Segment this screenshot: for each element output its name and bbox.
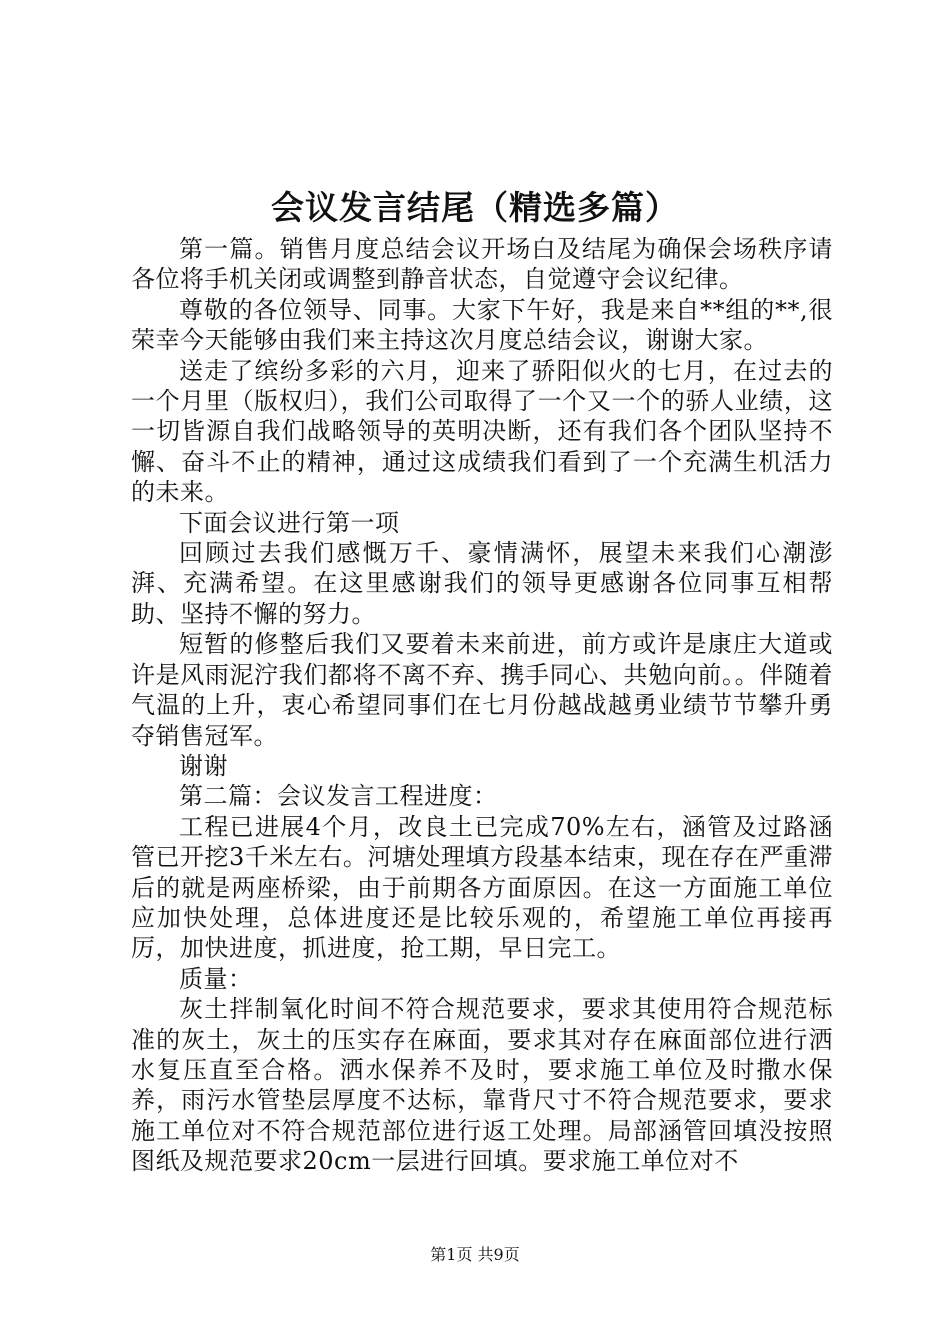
paragraph-5: 回顾过去我们感慨万千、豪情满怀，展望未来我们心潮澎湃、充满希望。在这里感谢我们的领导更感谢各位同事互相帮助、坚持不懈的努力。 bbox=[131, 539, 833, 628]
page-footer: 第1页 共9页 bbox=[430, 1245, 520, 1264]
paragraph-11: 灰土拌制氧化时间不符合规范要求，要求其使用符合规范标准的灰土，灰土的压实存在麻面，要求其对存在麻面部位进行洒水复压直至合格。洒水保养不及时，要求施工单位及时撒水保养，雨污水管垫层厚度不达标，靠背尺寸不符合规范要求，要求施工单位对不符合规范部位进行返工处理。局部涵管回填没按照图纸及规范要求20cm一层进行回填。要求施工单位对不 bbox=[131, 995, 833, 1176]
paragraph-6: 短暂的修整后我们又要着未来前进，前方或许是康庄大道或许是风雨泥泞我们都将不离不弃、携手同心、共勉向前。。伴随着气温的上升，衷心希望同事们在七月份越战越勇业绩节节攀升勇夺销售冠军。 bbox=[131, 630, 833, 750]
document-title: 会议发言结尾（精选多篇） bbox=[271, 188, 679, 227]
paragraph-3: 送走了缤纷多彩的六月，迎来了骄阳似火的七月，在过去的一个月里（版权归），我们公司取得了一个又一个的骄人业绩，这一切皆源自我们战略领导的英明决断，还有我们各个团队坚持不懈、奋斗不止的精神，通过这成绩我们看到了一个充满生机活力的未来。 bbox=[131, 356, 833, 507]
paragraph-9: 工程已进展4个月，改良土已完成70%左右，涵管及过路涵管已开挖3千米左右。河塘处理填方段基本结束，现在存在严重滞后的就是两座桥梁，由于前期各方面原因。在这一方面施工单位应加快处理，总体进度还是比较乐观的，希望施工单位再接再厉，加快进度，抓进度，抢工期，早日完工。 bbox=[131, 812, 833, 963]
paragraph-8: 第二篇：会议发言工程进度： bbox=[179, 782, 498, 811]
document-body bbox=[131, 234, 833, 1177]
paragraph-7: 谢谢 bbox=[179, 751, 228, 780]
paragraph-2: 尊敬的各位领导、同事。大家下午好，我是来自**组的**,很荣幸今天能够由我们来主持这次月度总结会议，谢谢大家。 bbox=[131, 295, 833, 355]
paragraph-1: 第一篇。销售月度总结会议开场白及结尾为确保会场秩序请各位将手机关闭或调整到静音状态，自觉遵守会议纪律。 bbox=[131, 235, 833, 294]
paragraph-10: 质量： bbox=[179, 964, 253, 993]
paragraph-4: 下面会议进行第一项 bbox=[179, 508, 400, 537]
